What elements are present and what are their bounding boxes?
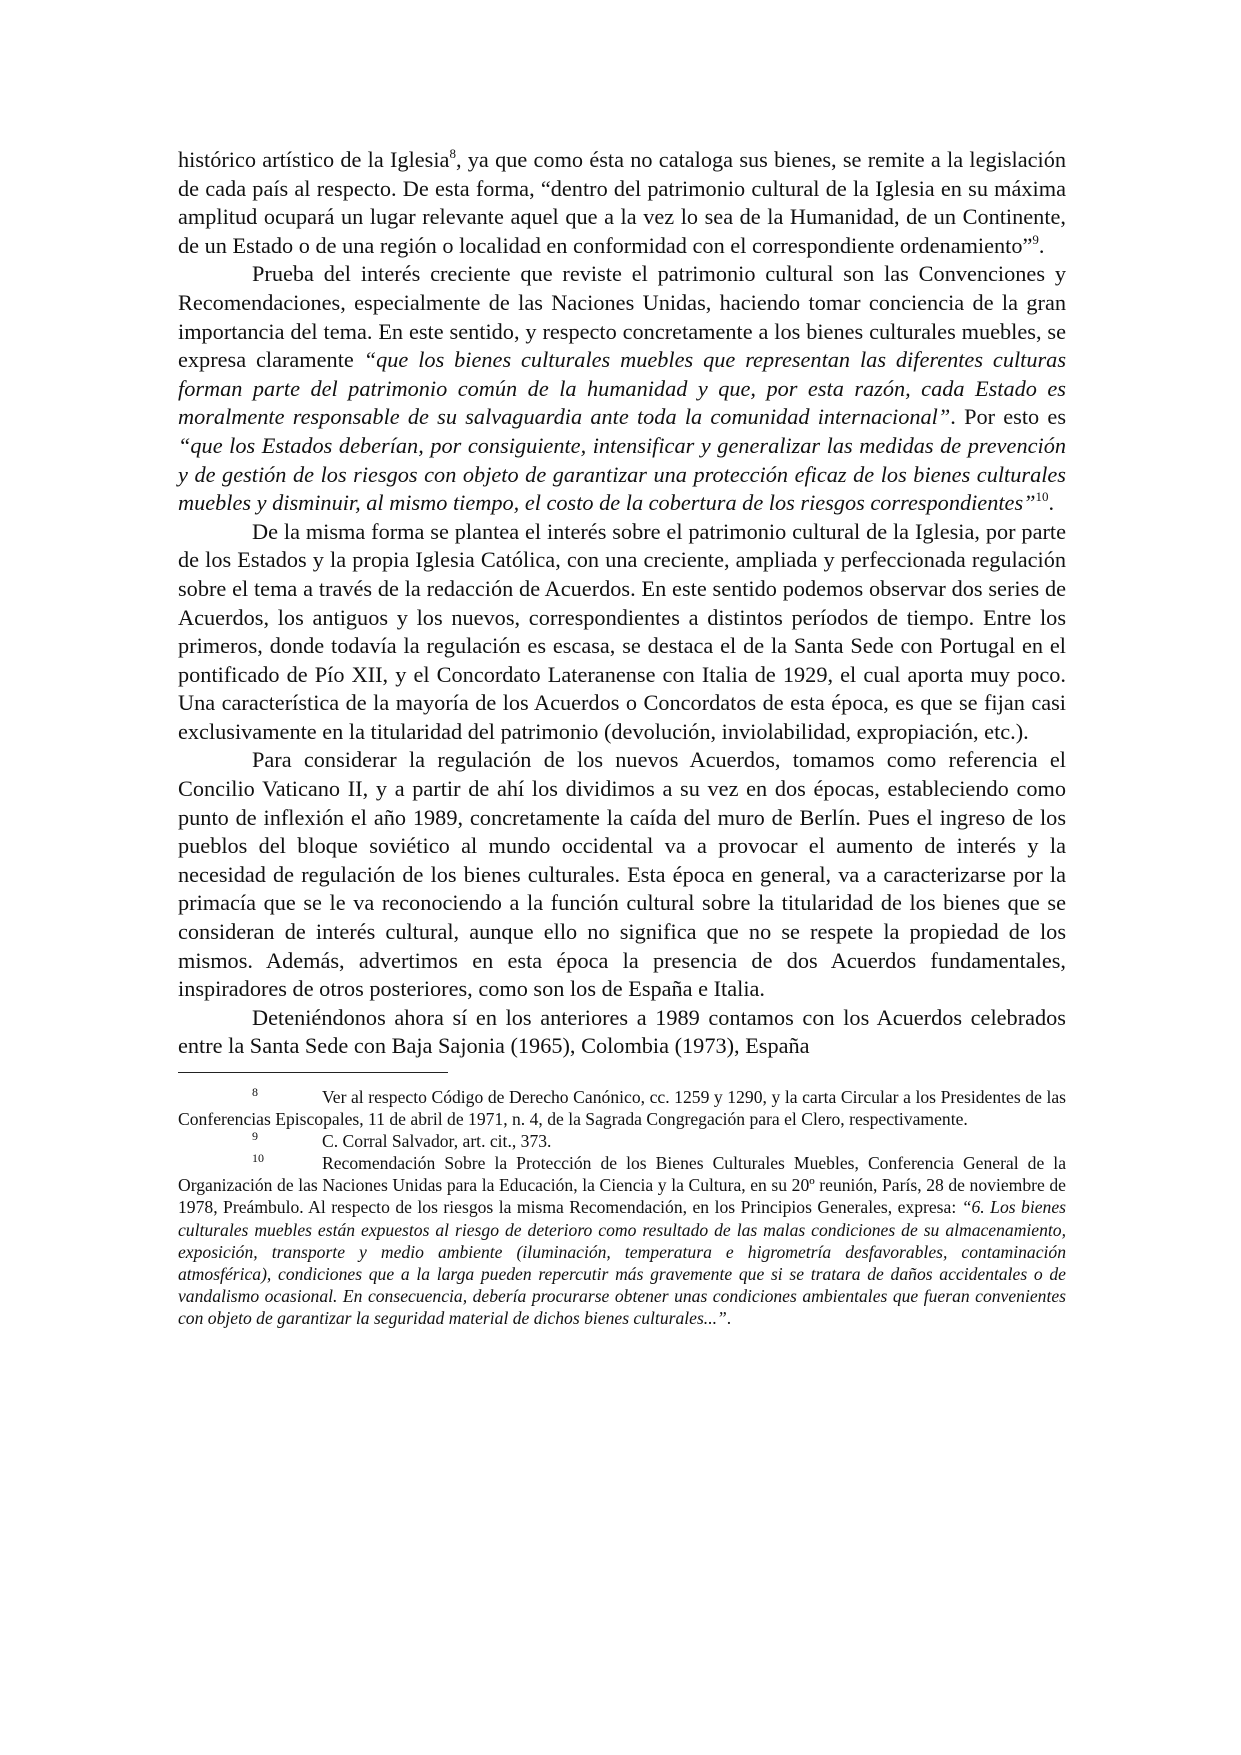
footnote-10: 10 Recomendación Sobre la Protección de los Bienes Culturales Muebles, Conferencia General de la Organización de las Naciones Unidas para la Educación, la Ciencia y la Cultura, en su 20º reunión, París, 28 de noviembre de 1978, Preámbulo. Al respecto de los riesgos la misma Recomendación, en los Principios Generales, expresa: “6. Los bienes culturales muebles están expuestos al riesgo de deterioro como resultado de las malas condiciones de su almacenamiento, exposición, transporte y medio ambiente (iluminación, temperatura e higrometría desfavorables, contaminación atmosférica), condiciones que a la larga pueden repercutir más gravemente que si se tratara de daños accidentales o de vandalismo ocasional. En consecuencia, debería procurarse obtener unas condiciones ambientales que fueran convenientes con objeto de garantizar la seguridad material de dichos bienes culturales...”.	[178, 1151, 1067, 1328]
footnote-ref-10[interactable]: 10	[1035, 489, 1049, 505]
paragraph-4: Para considerar la regulación de los nuevos Acuerdos, tomamos como referencia el Concilio Vaticano II, y a partir de ahí los dividimos a su vez en dos épocas, estableciendo como punto de inflexión el año 1989, concretamente la caída del muro de Berlín. Pues el ingreso de los pueblos del bloque soviético al mundo occidental va a provocar el aumento de interés y la necesidad de regulación de los bienes culturales. Esta época en general, va a caracterizarse por la primacía que se le va reconociendo a la función cultural sobre la titularidad de los bienes que se consideran de interés cultural, aunque ello no significa que no se respete la propiedad de los mismos. Además, advertimos en esta época la presencia de dos Acuerdos fundamentales, inspiradores de otros posteriores, como son los de España e Italia.	[178, 747, 1066, 1002]
body-text	[178, 146, 1066, 1061]
paragraph-1	[178, 146, 1066, 260]
paragraph-2-text-a: Prueba del interés creciente que reviste el patrimonio cultural son las Convenciones y Recomendaciones, especialmente de las Naciones Unidas, haciendo tomar conciencia de la gran importancia del tema. En este sentido, y respecto concretamente a los bienes culturales muebles, se expresa claramente	[178, 261, 1066, 373]
paragraph-5: Deteniéndonos ahora sí en los anteriores a 1989 contamos con los Acuerdos celebrados entre la Santa Sede con Baja Sajonia (1965), Colombia (1973), España	[178, 1004, 1066, 1059]
footnote-text: Recomendación Sobre la Protección de los Bienes Culturales Muebles, Conferencia General de la Organización de las Naciones Unidas para la Educación, la Ciencia y la Cultura, en su 20º reunión, París, 28 de noviembre de 1978, Preámbulo. Al respecto de los riesgos la misma Recomendación, en los Principios Generales, expresa:	[178, 1153, 1066, 1218]
paragraph-2-quote-2: “que los Estados deberían, por consiguiente, intensificar y generalizar las medidas de prevención y de gestión de los riesgos con objeto de garantizar una protección eficaz de los bienes culturales muebles y disminuir, al mismo tiempo, el costo de la cobertura de los riesgos correspondientes”	[178, 432, 1066, 516]
paragraph-1-text-b: , ya que como ésta no cataloga sus bienes, se remite a la legislación de cada país al respecto. De esta forma, “dentro del patrimonio cultural de la Iglesia en su máxima amplitud ocupará un lugar relevante aquel que a la vez lo sea de la Humanidad, de un Continente, de un Estado o de una región o localidad en conformidad con el correspondiente ordenamiento”	[178, 147, 1066, 258]
footnote-9: 9 C. Corral Salvador, art. cit., 373.	[252, 1129, 552, 1152]
footnote-quote: “6. Los bienes culturales muebles están expuestos al riesgo de deterioro como resultado de las malas condiciones de su almacenamiento, exposición, transporte y medio ambiente (iluminación, temperatura e higrometría desfavorables, contaminación atmosférica), condiciones que a la larga pueden repercutir más gravemente que si se tratara de daños accidentales o de vandalismo ocasional. En consecuencia, debería procurarse obtener unas condiciones ambientales que fueran convenientes con objeto de garantizar la seguridad material de dichos bienes culturales...”	[178, 1197, 1067, 1328]
footnote-separator	[178, 1072, 448, 1073]
paragraph-2-text-c: .	[1048, 490, 1055, 516]
footnotes	[178, 1086, 1066, 1329]
document-page	[178, 146, 1066, 1329]
footnote-8: 8 Ver al respecto Código de Derecho Canónico, cc. 1259 y 1290, y la carta Circular a los Presidentes de las Conferencias Episcopales, 11 de abril de 1971, n. 4, de la Sagrada Congregación para el Clero, respectivamente.	[178, 1085, 1066, 1130]
paragraph-2-quote-1: “que los bienes culturales muebles que representan las diferentes culturas forman parte del patrimonio común de la humanidad y que, por esta razón, cada Estado es moralmente responsable de su salvaguardia ante toda la comunidad internacional”	[178, 347, 1067, 430]
footnote-text: C. Corral Salvador, art. cit., 373.	[322, 1131, 552, 1152]
footnote-text: Ver al respecto Código de Derecho Canónico, cc. 1259 y 1290, y la carta Circular a los Presidentes de las Conferencias Episcopales, 11 de abril de 1971, n. 4, de la Sagrada Congregación para el Clero, respectivamente.	[178, 1087, 1066, 1130]
footnote-ref-8[interactable]: 8	[449, 146, 456, 161]
footnote-end: .	[726, 1307, 732, 1328]
paragraph-2-text-b: . Por esto es	[950, 404, 1067, 430]
paragraph-2	[178, 260, 1066, 517]
paragraph-1-text-c: .	[1038, 232, 1045, 258]
paragraph-1-text-a: histórico artístico de la Iglesia	[178, 147, 450, 172]
paragraph-3: De la misma forma se plantea el interés sobre el patrimonio cultural de la Iglesia, por parte de los Estados y la propia Iglesia Católica, con una creciente, ampliada y perfeccionada regulación sobre el tema a través de la redacción de Acuerdos. En este sentido podemos observar dos series de Acuerdos, los antiguos y los nuevos, correspondientes a distintos períodos de tiempo. Entre los primeros, donde todavía la regulación es escasa, se destaca el de la Santa Sede con Portugal en el pontificado de Pío XII, y el Concordato Lateranense con Italia de 1929, el cual aporta muy poco. Una característica de la mayoría de los Acuerdos o Concordatos de esta época, es que se fijan casi exclusivamente en la titularidad del patrimonio (devolución, inviolabilidad, expropiación, etc.).	[178, 518, 1066, 744]
footnote-ref-9[interactable]: 9	[1032, 231, 1039, 247]
